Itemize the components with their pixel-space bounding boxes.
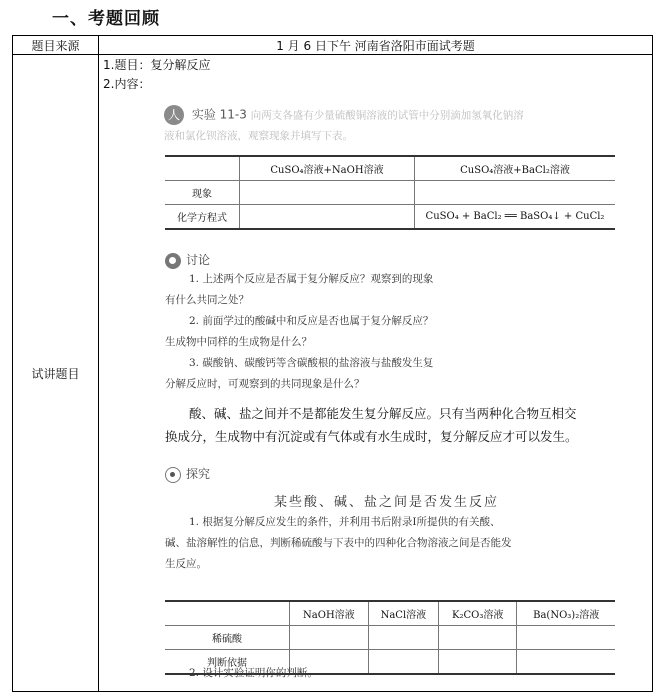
- title-line: 1.题目：复分解反应: [103, 58, 211, 72]
- table-cell: CuSO₄ + BaCl₂ ══ BaSO₄↓ + CuCl₂: [415, 205, 616, 230]
- discussion-line: 生成物中同样的生成物是什么？: [165, 336, 312, 348]
- explore-body: [165, 512, 620, 575]
- explore-header: [165, 465, 210, 483]
- topic-label: 试讲题目: [13, 55, 99, 692]
- explore-title: 探究: [186, 467, 211, 481]
- table-header-cell: K₂CO₃溶液: [439, 601, 517, 626]
- discussion-line: 1. 上述两个反应是否属于复分解反应？观察到的现象: [189, 273, 434, 285]
- experiment-desc-1: 向两支各盛有少量硫酸铜溶液的试管中分别滴加氢氧化钠溶: [250, 109, 524, 122]
- conclusion: [165, 402, 635, 448]
- exam-table: [12, 35, 653, 692]
- experiment-table: [165, 155, 615, 230]
- table-cell: [517, 650, 615, 675]
- explore-line: 1. 根据复分解反应发生的条件，并利用书后附录Ⅰ所提供的有关酸、: [189, 516, 501, 528]
- experiment-number: 实验 11-3: [191, 107, 247, 122]
- discussion-title: 讨论: [186, 253, 211, 267]
- source-value: 1 月 6 日下午 河南省洛阳市面试考题: [99, 36, 653, 55]
- content-line: 2.内容：: [103, 77, 151, 91]
- discussion-line: 分解反应时，可观察到的共同现象是什么？: [165, 378, 365, 390]
- discussion-header: [165, 251, 210, 269]
- table-header-cell: Ba(NO₃)₂溶液: [517, 601, 615, 626]
- explore-last-line: 2. 设计实验证明你的判断。: [189, 667, 318, 679]
- table-cell: [240, 181, 415, 205]
- table-row-label: 现象: [165, 181, 240, 205]
- explore-line: 碱、盐溶解性的信息，判断稀硫酸与下表中的四种化合物溶液之间是否能发: [165, 537, 512, 549]
- conclusion-line: 酸、碱、盐之间并不是都能发生复分解反应。只有当两种化合物互相交: [189, 406, 577, 421]
- table-row-label: 判断依据: [165, 650, 290, 675]
- explore-subtitle: 某些酸、碱、盐之间是否发生反应: [274, 495, 500, 510]
- table-cell: [290, 626, 369, 650]
- table-header-cell: [165, 156, 240, 181]
- experiment-header: [164, 105, 524, 125]
- table-cell: [368, 650, 438, 675]
- explore-line: 生反应。: [165, 558, 207, 570]
- explore-icon: [165, 467, 181, 483]
- table-header-cell: NaOH溶液: [290, 601, 369, 626]
- table-cell: [439, 650, 517, 675]
- discussion-line: 3. 碳酸钠、碳酸钙等含碳酸根的盐溶液与盐酸发生复: [189, 357, 434, 369]
- table-header-cell: NaCl溶液: [368, 601, 438, 626]
- table-header-cell: CuSO₄溶液+NaOH溶液: [240, 156, 415, 181]
- table-cell: [368, 626, 438, 650]
- source-label: 题目来源: [13, 36, 99, 55]
- table-cell: [415, 181, 616, 205]
- discussion-line: 有什么共同之处？: [165, 294, 249, 306]
- table-header-cell: CuSO₄溶液+BaCl₂溶液: [415, 156, 616, 181]
- experiment-icon: 人: [164, 105, 184, 125]
- table-row-label: 化学方程式: [165, 205, 240, 230]
- table-cell: [517, 626, 615, 650]
- discussion-body: [165, 269, 615, 395]
- table-cell: [439, 626, 517, 650]
- discussion-icon: [165, 253, 181, 269]
- discussion-line: 2. 前面学过的酸碱中和反应是否也属于复分解反应？: [189, 315, 434, 327]
- section-heading: 一、考题回顾: [52, 9, 160, 29]
- conclusion-line: 换成分，生成物中有沉淀或有气体或有水生成时，复分解反应才可以发生。: [165, 429, 578, 444]
- topic-content: [99, 55, 653, 692]
- table-header-cell: [165, 601, 290, 626]
- table-cell: [240, 205, 415, 230]
- experiment-desc-2: 液和氯化钡溶液，观察现象并填写下表。: [164, 130, 353, 142]
- table-row-label: 稀硫酸: [165, 626, 290, 650]
